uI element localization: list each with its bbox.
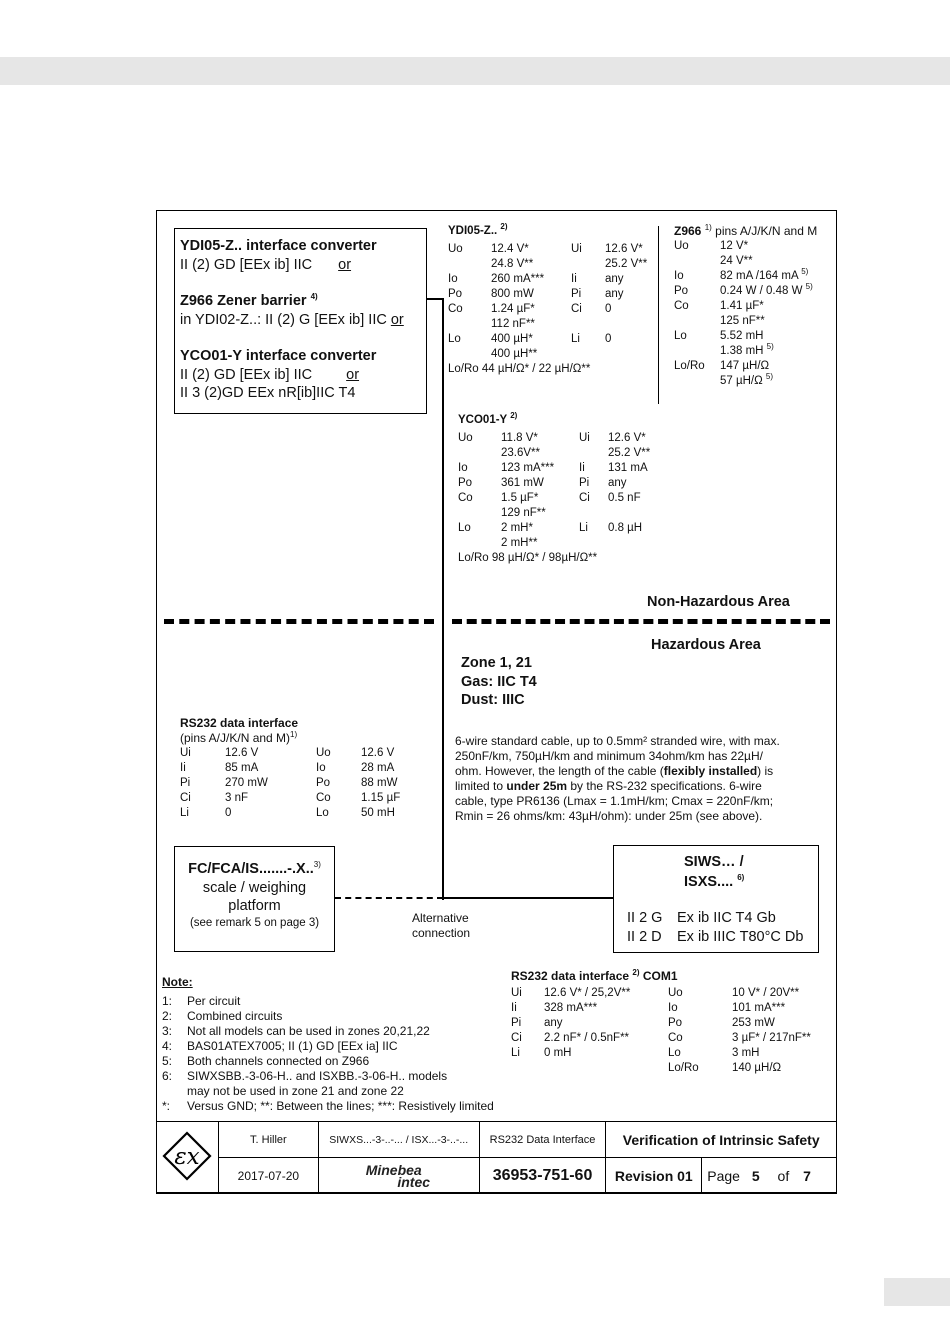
table-cell: Co (458, 492, 473, 504)
cable-line-4c: by the RS-232 specifications. 6-wire (567, 779, 762, 793)
rs232-com1-spec (511, 969, 832, 1076)
table-cell: Po (458, 477, 473, 489)
table-cell: 0 (225, 807, 232, 819)
spec-row (180, 746, 421, 761)
siws-row-1a: II 2 G (627, 910, 663, 926)
yco01-line1 (180, 366, 425, 385)
revision-cell: Revision 01 (606, 1158, 702, 1194)
spec-row (448, 332, 665, 347)
fc-sup: 3) (313, 860, 321, 870)
note-row (162, 1054, 527, 1069)
table-cell: Ui (511, 987, 522, 999)
table-cell: 85 mA (225, 762, 259, 774)
note-row (162, 1009, 527, 1024)
table-cell: Ui (571, 243, 582, 255)
table-cell: Po (668, 1017, 683, 1029)
cable-line-4 (455, 779, 833, 794)
cable-line-5: cable, type PR6136 (Lmax = 1.1mH/km; Cmax = 220nF/km; (455, 794, 774, 808)
yco01-spec-title-line (458, 413, 668, 428)
ex-symbol-icon (161, 1130, 213, 1182)
z966-spec-subtitle: pins A/J/K/N and M (715, 224, 818, 238)
rs232-com1-title-line (511, 969, 832, 984)
ydi05-spec (448, 224, 665, 377)
z966-spec (674, 224, 830, 389)
table-cell: 5.52 mH (720, 330, 764, 342)
z966-spec-title-line (674, 224, 830, 239)
of-label: of (777, 1167, 790, 1184)
table-cell: Pi (511, 1017, 522, 1029)
table-cell: Ii (180, 762, 186, 774)
ydi05-line (180, 256, 425, 275)
table-cell: Lo (674, 330, 687, 342)
gas-line: Gas: IIC T4 (461, 673, 537, 690)
table-cell: 3 mH (732, 1047, 760, 1059)
table-cell: 1.15 µF (361, 792, 401, 804)
ex-cell (157, 1122, 219, 1194)
table-cell: any (608, 477, 627, 489)
spec-row (448, 317, 665, 332)
table-cell: 1.41 µF* (720, 300, 764, 312)
note-row (162, 1069, 527, 1084)
table-cell: 5: (162, 1054, 173, 1068)
table-cell: 25.2 V** (608, 447, 651, 459)
table-cell: Uo (316, 747, 331, 759)
table-cell: Pi (180, 777, 191, 789)
spec-row (448, 287, 665, 302)
spec-row (458, 461, 668, 476)
yco01-or: or (346, 366, 360, 383)
rs232-com1-title: RS232 data interface (511, 969, 630, 983)
table-cell: 3 nF (225, 792, 249, 804)
spec-row (458, 446, 668, 461)
table-cell: Uo (674, 240, 689, 252)
connector-horizontal-bottom (442, 897, 614, 899)
table-cell: 123 mA*** (501, 462, 555, 474)
table-cell: Ci (579, 492, 590, 504)
spec-row (448, 347, 665, 362)
rs232-left-subtitle: (pins A/J/K/N and M) (180, 731, 291, 745)
table-cell: Lo (448, 333, 461, 345)
table-cell: 0.5 nF (608, 492, 641, 504)
rs232-com1-sup: 2) (632, 968, 640, 977)
rs232-left-subtitle-line (180, 731, 421, 746)
table-cell: 328 mA*** (544, 1002, 598, 1014)
table-cell: 50 mH (361, 807, 395, 819)
spec-row (448, 257, 665, 272)
table-cell: Li (180, 807, 189, 819)
table-cell: 0 (605, 333, 612, 345)
subject-cell: RS232 Data Interface (479, 1122, 606, 1158)
table-cell: 88 mW (361, 777, 398, 789)
footnote-sup: 5) (801, 267, 809, 277)
footnote-sup: 5) (765, 372, 774, 382)
notes (162, 975, 527, 1114)
models-cell: SIWXS...-3-..-... / ISX...-3-..-... (318, 1122, 479, 1158)
table-cell: 6: (162, 1069, 173, 1083)
table-cell: Not all models can be used in zones 20,21,22 (187, 1024, 430, 1038)
table-cell: 400 µH** (491, 348, 538, 360)
table-cell: 57 µH/Ω (720, 375, 763, 387)
hazardous-label: Hazardous Area (651, 637, 761, 653)
table-cell: Uo (668, 987, 683, 999)
table-cell: Io (316, 762, 326, 774)
table-cell: 11.8 V* (501, 432, 538, 444)
table-cell: Lo/Ro (668, 1062, 699, 1074)
table-cell: 260 mA*** (491, 273, 545, 285)
footnote-sup: 5) (805, 282, 813, 292)
yco01-spec-table (458, 431, 668, 551)
spec-row (180, 806, 421, 821)
table-cell: 25.2 V** (605, 258, 648, 270)
z966-title-line (180, 292, 425, 311)
ydi05-spec-table (448, 242, 665, 362)
table-cell: 12.6 V (361, 747, 395, 759)
converter-box-text (180, 237, 425, 403)
table-cell: Combined circuits (187, 1009, 283, 1023)
spec-row (511, 1046, 832, 1061)
table-cell: SIWXSBB.-3-06-H.. and ISXBB.-3-06-H.. models (187, 1069, 448, 1083)
note-row (162, 1024, 527, 1039)
non-hazardous-label: Non-Hazardous Area (647, 594, 790, 610)
spec-row (180, 761, 421, 776)
table-cell: 1: (162, 994, 173, 1008)
z966-sup: 4) (310, 292, 318, 302)
table-cell: Li (579, 522, 588, 534)
table-cell: BAS01ATEX7005; II (1) GD [EEx ia] IIC (187, 1039, 398, 1053)
table-cell: 12.6 V* (605, 243, 643, 255)
table-cell: Co (316, 792, 331, 804)
table-cell: Io (448, 273, 458, 285)
rs232-left-sup: 1) (290, 730, 298, 739)
table-cell: 28 mA (361, 762, 395, 774)
z966-spec-title: Z966 (674, 224, 702, 238)
spec-row (511, 1061, 832, 1076)
yco01-title: YCO01-Y interface converter (180, 348, 377, 364)
table-cell: 12.6 V (225, 747, 259, 759)
table-cell: 1.5 µF* (501, 492, 539, 504)
table-cell: 1.38 mH (720, 345, 764, 357)
cable-line-6: Rmin = 26 ohms/km: 43µH/ohm): under 25m (see above). (455, 809, 763, 823)
fc-box (174, 846, 335, 952)
z966-spec-sup: 1) (704, 223, 712, 232)
table-cell: Io (458, 462, 468, 474)
table-cell: 3: (162, 1024, 173, 1038)
spec-row (458, 506, 668, 521)
siws-title-1: SIWS… / (684, 854, 744, 870)
spec-row (674, 239, 830, 254)
spec-row (674, 329, 830, 344)
table-cell: Pi (571, 288, 582, 300)
table-cell: Po (448, 288, 463, 300)
table-cell: Ii (579, 462, 585, 474)
table-cell: Uo (458, 432, 473, 444)
cable-line-3 (455, 764, 833, 779)
page-cell (702, 1158, 837, 1194)
table-cell: *: (162, 1099, 171, 1113)
footnote-sup: 5) (766, 342, 774, 352)
table-cell: 400 µH* (491, 333, 533, 345)
table-cell: Co (674, 300, 689, 312)
siws-box (613, 845, 819, 953)
table-cell: Lo (316, 807, 329, 819)
cable-line-4b: under 25m (506, 779, 568, 793)
table-cell: Io (668, 1002, 678, 1014)
table-cell: 361 mW (501, 477, 544, 489)
logo-line-1: Minebea (365, 1161, 422, 1178)
siws-row-2a: II 2 D (627, 929, 662, 945)
cable-line-3b: flexibly installed (663, 764, 758, 778)
table-cell: Po (674, 285, 689, 297)
table-cell: Versus GND; **: Between the lines; ***: Resistively limited (187, 1099, 494, 1113)
cable-description (455, 734, 833, 824)
table-cell: Lo (668, 1047, 681, 1059)
fc-title: FC/FCA/IS.......-.X.. (188, 861, 314, 877)
connector-vertical-main (442, 298, 444, 900)
table-cell: 24.8 V** (491, 258, 534, 270)
table-cell: 1.24 µF* (491, 303, 535, 315)
note-row (162, 1039, 527, 1054)
table-cell: Pi (579, 477, 590, 489)
table-cell: 0 (605, 303, 612, 315)
note-row (162, 1084, 527, 1099)
author-cell: T. Hiller (218, 1122, 318, 1158)
table-cell: Co (448, 303, 463, 315)
table-cell: 2 mH* (501, 522, 533, 534)
spec-row (674, 374, 830, 389)
main-title-cell: Verification of Intrinsic Safety (606, 1122, 837, 1158)
table-cell: Ii (571, 273, 577, 285)
table-cell: any (544, 1017, 563, 1029)
zone-line: Zone 1, 21 (461, 655, 532, 671)
page-number: 5 (751, 1167, 760, 1184)
spec-row (674, 299, 830, 314)
z966-line (180, 311, 425, 330)
cable-line-4a: limited to (455, 779, 507, 793)
alt-line-2: connection (412, 926, 471, 940)
spec-row (511, 1031, 832, 1046)
yco01-lo-ro: Lo/Ro 98 µH/Ω* / 98µH/Ω** (458, 552, 598, 564)
table-cell: 101 mA*** (732, 1002, 786, 1014)
siws-row-2 (627, 928, 803, 947)
spec-row (674, 314, 830, 329)
table-cell: 253 mW (732, 1017, 775, 1029)
table-cell: Ui (579, 432, 590, 444)
cable-line-2: 250nF/km, 750µH/km and minimum 34ohm/km has 22µH/ (455, 749, 763, 763)
notes-heading: Note: (162, 975, 193, 989)
ydi05-spec-title-line (448, 224, 665, 239)
table-cell: 140 µH/Ω (732, 1062, 782, 1074)
table-cell: Ci (180, 792, 191, 804)
table-cell: 82 mA /164 mA (720, 270, 798, 282)
alternative-connection-line (335, 897, 443, 899)
table-cell: Ii (511, 1002, 517, 1014)
table-cell: Both channels connected on Z966 (187, 1054, 370, 1068)
table-cell: Io (674, 270, 684, 282)
fc-line2: platform (228, 898, 281, 914)
yco01-spec-title: YCO01-Y (458, 414, 508, 426)
spec-row (674, 359, 830, 374)
note-row (162, 1099, 527, 1114)
siws-row-1 (627, 909, 776, 928)
fc-line1: scale / weighing (202, 879, 307, 896)
rs232-left-table (180, 746, 421, 821)
page-label: Page (707, 1167, 740, 1184)
spec-row (511, 1016, 832, 1031)
table-cell: 10 V* / 20V** (732, 987, 800, 999)
table-cell: Per circuit (187, 994, 241, 1008)
logo-line-2: intec (397, 1173, 431, 1190)
z966-title: Z966 Zener barrier (180, 293, 307, 309)
ydi05-spec-title: YDI05-Z.. (448, 225, 498, 237)
table-cell: 12 V* (720, 240, 749, 252)
ydi05-title: YDI05-Z.. interface converter (180, 238, 377, 254)
table-cell: Lo (458, 522, 471, 534)
spec-row (180, 791, 421, 806)
table-cell: 2 mH** (501, 537, 538, 549)
minebea-logo (320, 1161, 478, 1190)
yco01-line2: II 3 (2)GD EEx nR[ib]IIC T4 (180, 385, 356, 401)
rs232-com1-suffix: COM1 (642, 969, 678, 983)
table-cell: may not be used in zone 21 and zone 22 (187, 1084, 404, 1098)
cable-line-1: 6-wire standard cable, up to 0.5mm² stranded wire, with max. (455, 734, 780, 748)
table-cell: 24 V** (720, 255, 753, 267)
table-cell: Li (571, 333, 580, 345)
ex-symbol-text: εx (174, 1144, 201, 1170)
title-block (156, 1121, 837, 1194)
ydi05-or: or (338, 256, 352, 273)
siws-title-2-line (684, 873, 744, 892)
spec-row (511, 986, 832, 1001)
spec-row (511, 1001, 832, 1016)
table-cell: 0.8 µH (608, 522, 643, 534)
spec-row (458, 536, 668, 551)
logo-cell (318, 1158, 479, 1194)
fc-title-line (175, 860, 334, 879)
fc-remark: (see remark 5 on page 3) (189, 916, 320, 929)
table-cell: 2.2 nF* / 0.5nF** (544, 1032, 630, 1044)
z966-marking: in YDI02-Z..: II (2) G [EEx ib] IIC (180, 311, 387, 328)
table-cell: 12.6 V* (608, 432, 646, 444)
table-cell: Ui (180, 747, 191, 759)
table-cell: 112 nF** (491, 318, 535, 330)
page-tab (884, 1278, 950, 1306)
siws-sup: 6) (737, 873, 745, 883)
yco01-spec (458, 413, 668, 566)
table-cell: any (605, 273, 624, 285)
table-cell: 800 mW (491, 288, 534, 300)
z966-or: or (390, 311, 404, 328)
table-cell: 12.6 V* / 25,2V** (544, 987, 631, 999)
table-cell: 0.24 W / 0.48 W (720, 285, 803, 297)
spec-row (674, 344, 830, 359)
dust-line: Dust: IIIC (461, 692, 525, 708)
note-row (162, 994, 527, 1009)
table-cell: 147 µH/Ω (720, 360, 770, 372)
spec-row (458, 491, 668, 506)
doc-number-cell: 36953-751-60 (479, 1158, 606, 1194)
siws-row-1b: Ex ib IIC T4 Gb (677, 910, 776, 926)
table-cell: 125 nF** (720, 315, 765, 327)
table-cell: Ci (571, 303, 582, 315)
siws-title-2: ISXS.... (684, 874, 734, 890)
table-cell: Ci (511, 1032, 522, 1044)
spec-row (458, 521, 668, 536)
rs232-left-title: RS232 data interface (180, 716, 299, 730)
area-divider-left (164, 619, 434, 624)
table-cell: Li (511, 1047, 520, 1059)
table-cell: 129 nF** (501, 507, 546, 519)
notes-table (162, 994, 527, 1114)
siws-row-2b: Ex ib IIIC T80°C Db (677, 929, 804, 945)
table-cell: 3 µF* / 217nF** (732, 1032, 811, 1044)
top-bar (0, 57, 950, 85)
table-cell: 4: (162, 1039, 173, 1053)
table-cell: 12.4 V* (491, 243, 529, 255)
table-cell: Lo/Ro (674, 360, 705, 372)
area-divider-right (452, 619, 830, 624)
z966-spec-table (674, 239, 830, 389)
spec-row (458, 476, 668, 491)
table-cell: Po (316, 777, 331, 789)
spec-row (448, 302, 665, 317)
ydi05-lo-ro: Lo/Ro 44 µH/Ω* / 22 µH/Ω** (448, 363, 591, 375)
table-cell: 23.6V** (501, 447, 541, 459)
rs232-com1-table (511, 986, 832, 1076)
cable-line-3a: ohm. However, the length of the cable ( (455, 764, 664, 778)
table-cell: Co (668, 1032, 683, 1044)
page-total: 7 (803, 1167, 811, 1184)
yco01-spec-sup: 2) (510, 411, 518, 421)
alt-line-1: Alternative (412, 911, 469, 925)
spec-row (180, 776, 421, 791)
cable-line-3c: ) is (757, 764, 774, 778)
spec-row (458, 431, 668, 446)
table-cell: 131 mA (608, 462, 648, 474)
alternative-connection-label (412, 911, 470, 941)
ydi05-spec-sup: 2) (500, 222, 508, 232)
spec-row (448, 242, 665, 257)
table-cell: 2: (162, 1009, 173, 1023)
spec-row (674, 284, 830, 299)
date-cell: 2017-07-20 (218, 1158, 318, 1194)
table-cell: any (605, 288, 624, 300)
table-cell: Uo (448, 243, 463, 255)
table-cell: 0 mH (544, 1047, 572, 1059)
spec-row (448, 272, 665, 287)
ydi05-marking: II (2) GD [EEx ib] IIC (180, 256, 313, 273)
zone-block (461, 654, 537, 710)
yco01-marking: II (2) GD [EEx ib] IIC (180, 366, 313, 383)
table-cell: 270 mW (225, 777, 268, 789)
rs232-left-spec (180, 716, 421, 821)
